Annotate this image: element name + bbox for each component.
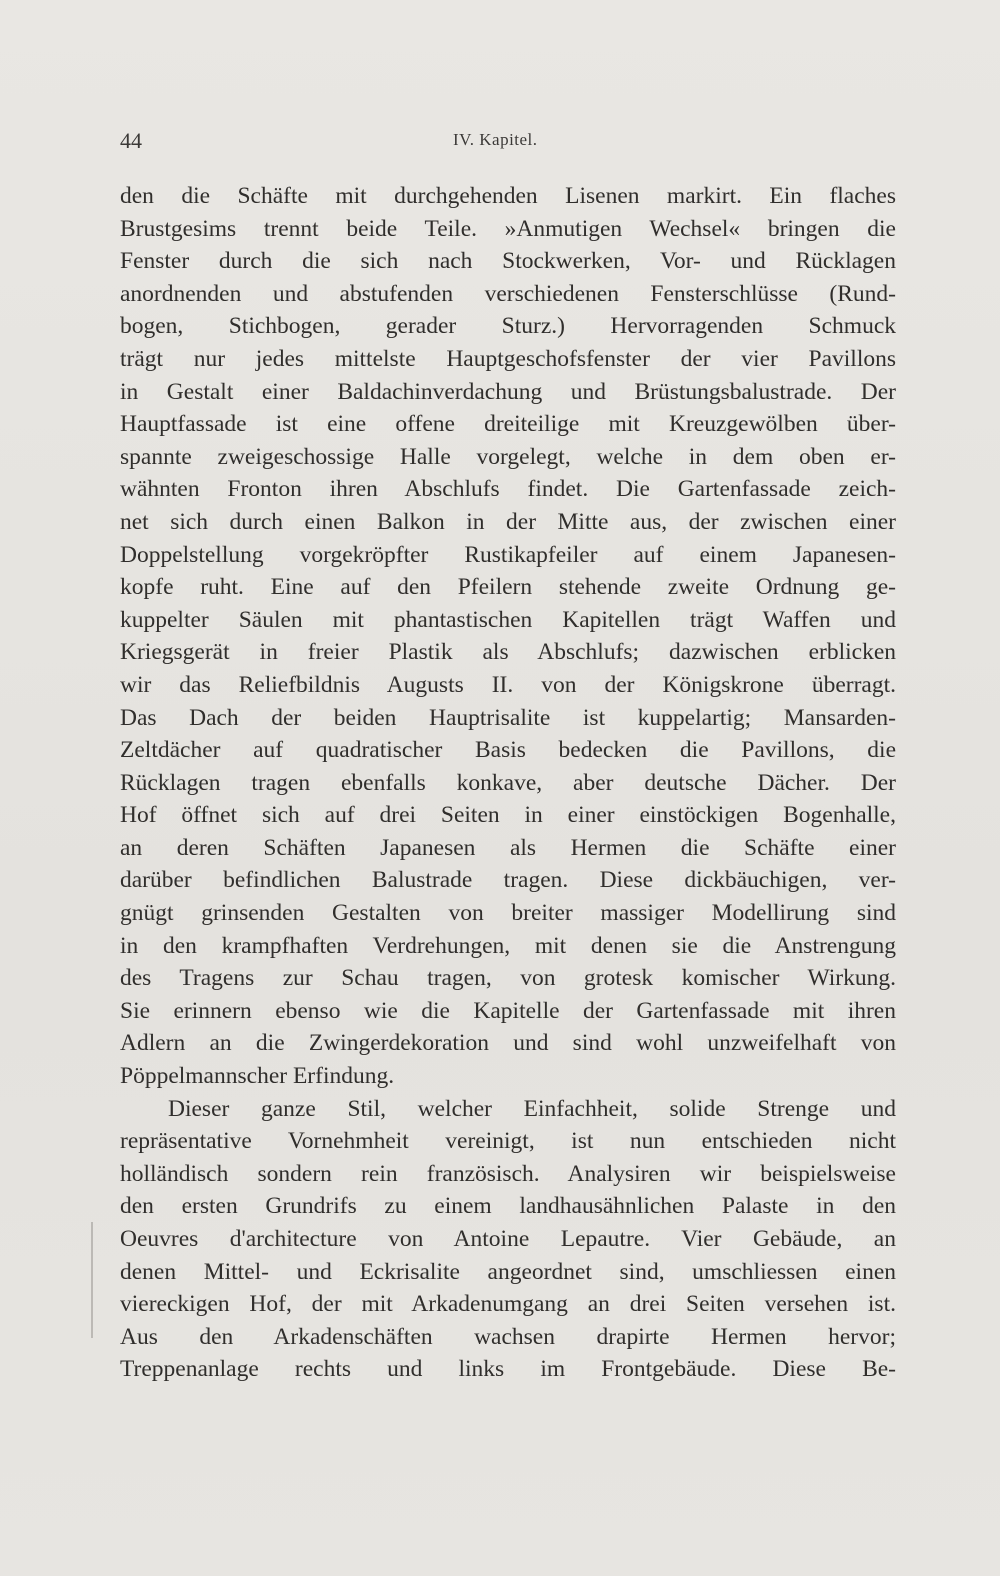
text-line: Hof öffnet sich auf drei Seiten in einer einstöckigen Bogenhalle, bbox=[120, 802, 896, 829]
text-line: den die Schäfte mit durchgehenden Lisenen markirt. Ein flaches bbox=[120, 183, 896, 209]
text-line: kopfe ruht. Eine auf den Pfeilern stehende zweite Ordnung ge- bbox=[120, 574, 896, 601]
text-line: viereckigen Hof, der mit Arkadenumgang an drei Seiten versehen ist. bbox=[120, 1291, 896, 1318]
chapter-title: IV. Kapitel. bbox=[453, 130, 538, 149]
text-line: Oeuvres d'architecture von Antoine Lepautre. Vier Gebäude, an bbox=[120, 1226, 896, 1252]
page-number: 44 bbox=[120, 128, 142, 153]
paragraph-2 bbox=[120, 1093, 896, 1386]
text-line: Doppelstellung vorgekröpfter Rustikapfeiler auf einem Japanesen- bbox=[120, 541, 896, 568]
text-line: an deren Schäften Japanesen als Hermen die Schäfte einer bbox=[120, 834, 896, 861]
margin-pencil-mark bbox=[91, 1222, 93, 1338]
text-line: wähnten Fronton ihren Abschlufs findet. Die Gartenfassade zeich- bbox=[120, 476, 896, 503]
text-line: bogen, Stichbogen, gerader Sturz.) Hervorragenden Schmuck bbox=[120, 313, 896, 340]
text-line: gnügt grinsenden Gestalten von breiter massiger Modellirung sind bbox=[120, 900, 896, 927]
text-line: in Gestalt einer Baldachinverdachung und Brüstungsbalustrade. Der bbox=[120, 378, 896, 405]
text-line: Adlern an die Zwingerdekoration und sind wohl unzweifelhaft von bbox=[120, 1030, 896, 1057]
text-line: Das Dach der beiden Hauptrisalite ist kuppelartig; Mansarden- bbox=[120, 704, 896, 731]
text-line: holländisch sondern rein französisch. Analysiren wir beispielsweise bbox=[120, 1160, 896, 1187]
text-line: net sich durch einen Balkon in der Mitte aus, der zwischen einer bbox=[120, 508, 896, 535]
text-line: repräsentative Vornehmheit vereinigt, ist nun entschieden nicht bbox=[120, 1128, 896, 1155]
text-line: Brustgesims trennt beide Teile. »Anmutigen Wechsel« bringen die bbox=[120, 215, 896, 242]
text-line: Zeltdächer auf quadratischer Basis bedecken die Pavillons, die bbox=[120, 737, 896, 764]
text-line: in den krampfhaften Verdrehungen, mit denen sie die Anstrengung bbox=[120, 932, 896, 959]
text-line: kuppelter Säulen mit phantastischen Kapitellen trägt Waffen und bbox=[120, 606, 896, 633]
text-line: Dieser ganze Stil, welcher Einfachheit, solide Strenge und bbox=[168, 1095, 896, 1122]
text-line: anordnenden und abstufenden verschiedenen Fensterschlüsse (Rund- bbox=[120, 280, 896, 307]
text-line: Fenster durch die sich nach Stockwerken, Vor- und Rücklagen bbox=[120, 248, 896, 275]
body-text bbox=[120, 180, 896, 1386]
text-line: Sie erinnern ebenso wie die Kapitelle der Gartenfassade mit ihren bbox=[120, 997, 896, 1024]
paragraph-1 bbox=[120, 180, 896, 1093]
text-line: trägt nur jedes mittelste Hauptgeschofsfenster der vier Pavillons bbox=[120, 345, 896, 372]
text-line: wir das Reliefbildnis Augusts II. von der Königskrone überragt. bbox=[120, 671, 896, 698]
text-line: Hauptfassade ist eine offene dreiteilige mit Kreuzgewölben über- bbox=[120, 411, 896, 438]
text-line: Kriegsgerät in freier Plastik als Abschlufs; dazwischen erblicken bbox=[120, 639, 896, 666]
text-line: den ersten Grundrifs zu einem landhausähnlichen Palaste in den bbox=[120, 1193, 896, 1220]
text-line: Treppenanlage rechts und links im Frontgebäude. Diese Be- bbox=[120, 1356, 896, 1383]
text-line: Aus den Arkadenschäften wachsen drapirte Hermen hervor; bbox=[120, 1323, 896, 1350]
text-line: Rücklagen tragen ebenfalls konkave, aber deutsche Dächer. Der bbox=[120, 769, 896, 796]
text-line: darüber befindlichen Balustrade tragen. Diese dickbäuchigen, ver- bbox=[120, 867, 896, 894]
text-line: denen Mittel- und Eckrisalite angeordnet sind, umschliessen einen bbox=[120, 1258, 896, 1285]
text-line: spannte zweigeschossige Halle vorgelegt, welche in dem oben er- bbox=[120, 443, 896, 470]
text-line: Pöppelmannscher Erfindung. bbox=[120, 1063, 395, 1090]
text-line: des Tragens zur Schau tragen, von grotesk komischer Wirkung. bbox=[120, 965, 896, 992]
